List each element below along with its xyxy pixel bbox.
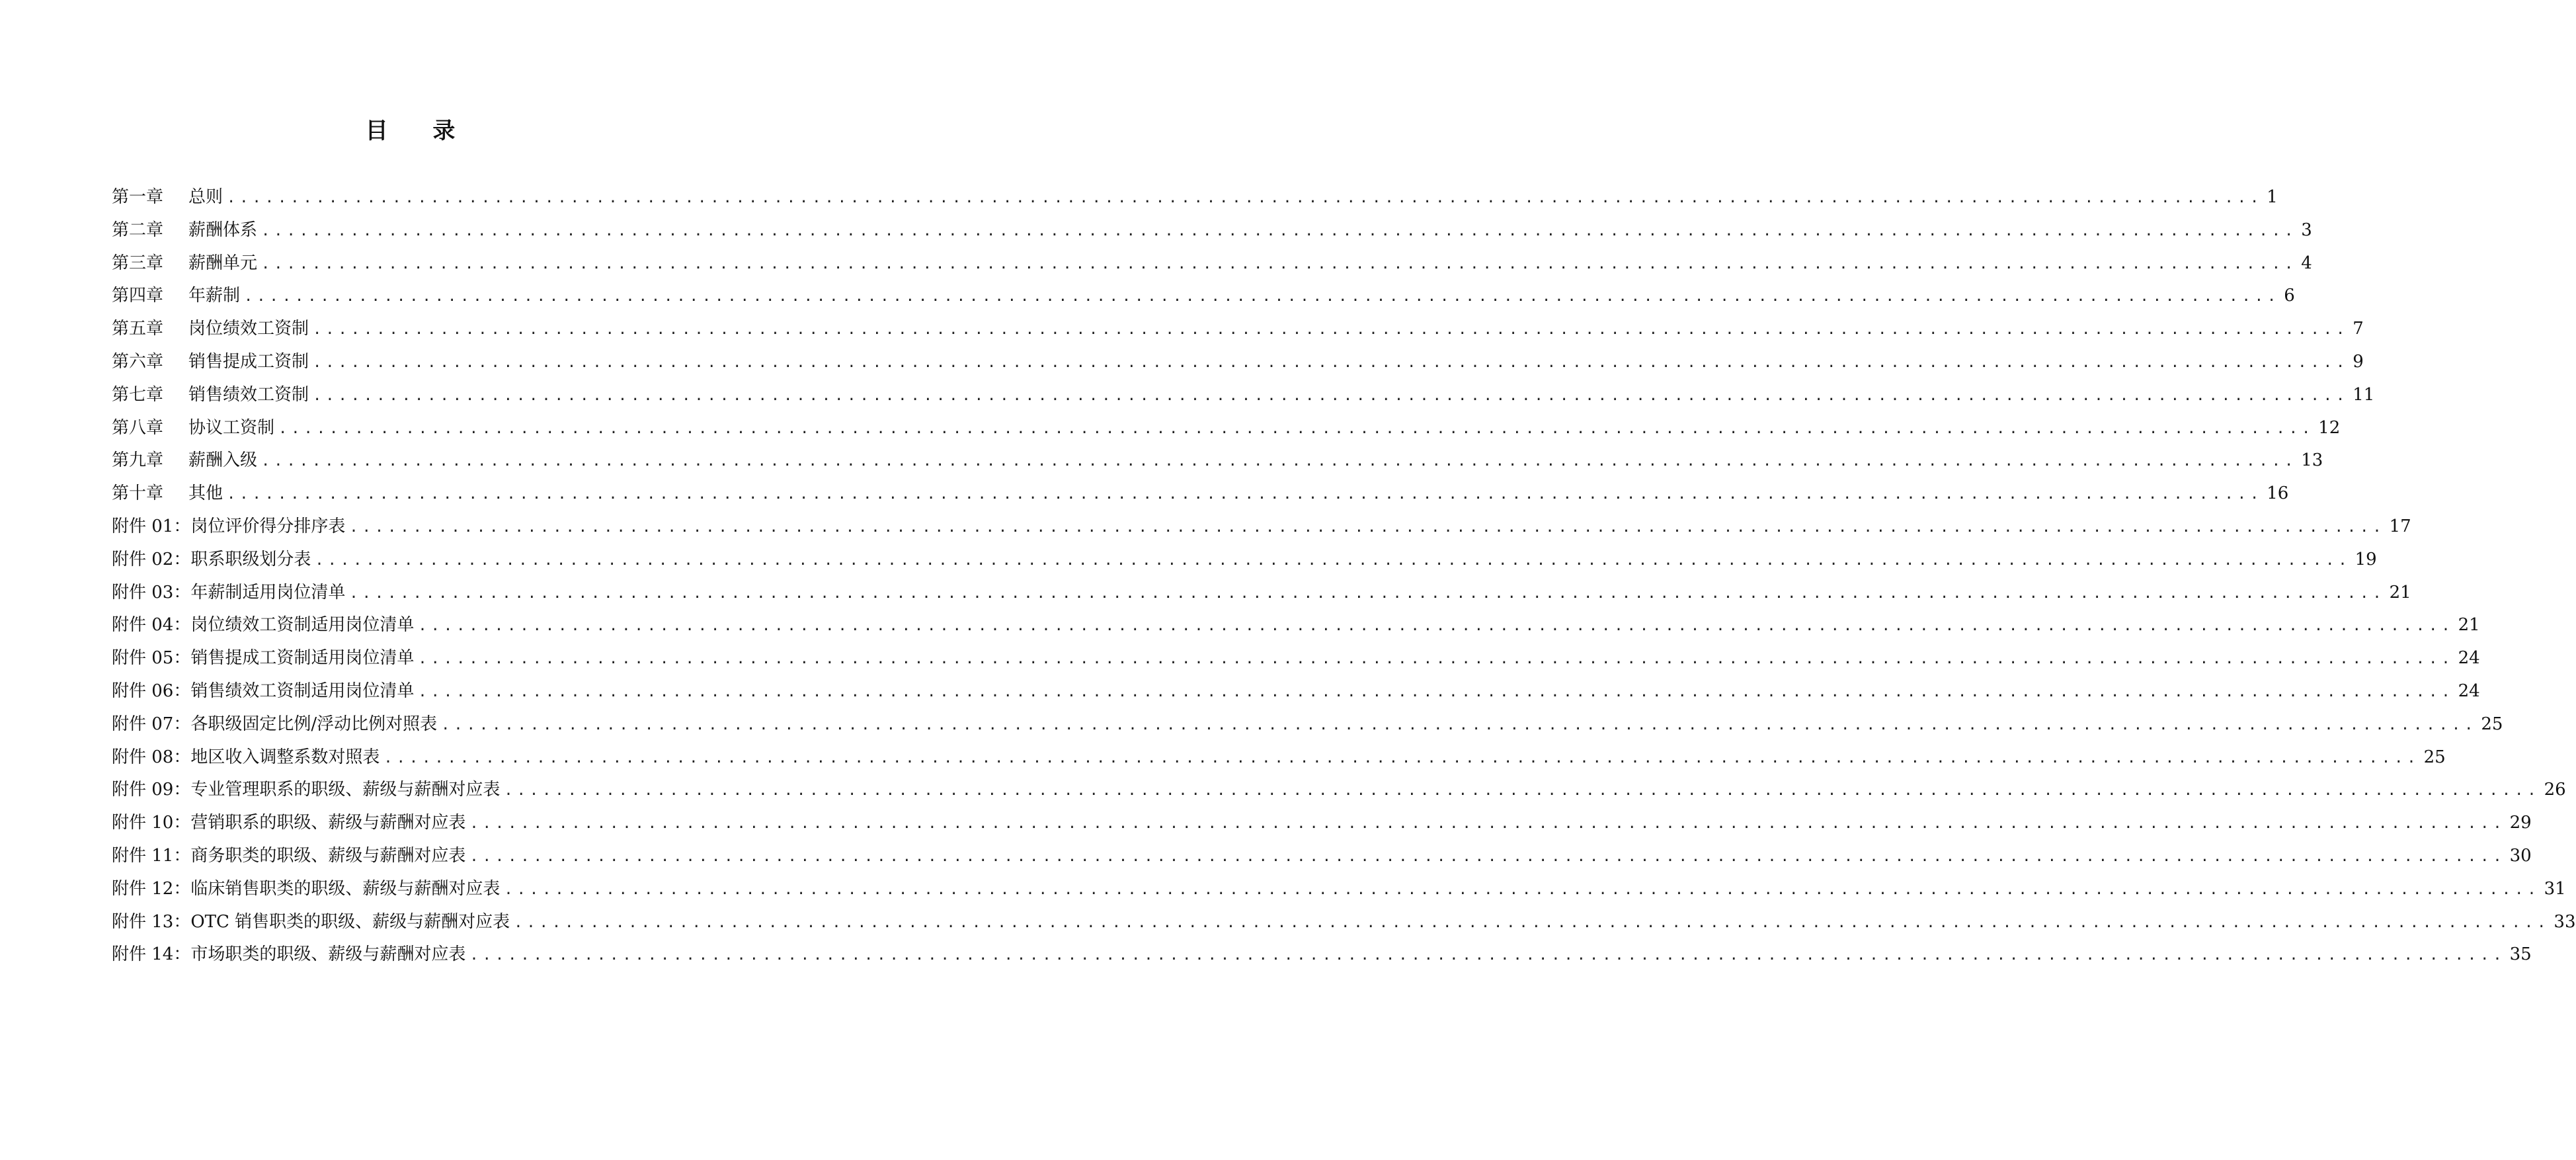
toc-dot-leader: ................................................................................................................................................................: [469, 947, 2506, 964]
toc-entry[interactable]: [112, 909, 2576, 942]
toc-dot-leader: ................................................................................................................................................................: [441, 716, 2477, 733]
toc-entry-number: 附件 03：: [112, 582, 191, 602]
toc-page-number: 25: [2481, 714, 2503, 734]
toc-entry-number: 附件 04：: [112, 615, 191, 636]
toc-entry[interactable]: [112, 645, 2480, 678]
toc-entry-number: 第四章: [112, 286, 164, 306]
toc-page-number: 21: [2389, 582, 2411, 602]
toc-dot-leader: ................................................................................................................................................................: [504, 881, 2540, 898]
toc-page-number: 25: [2423, 747, 2446, 767]
toc-entry-title: 临床销售职类的职级、薪级与薪酬对应表: [190, 878, 501, 899]
toc-page-number: 17: [2389, 516, 2411, 536]
toc-entry[interactable]: [112, 217, 2312, 250]
toc-page-number: 26: [2544, 780, 2566, 800]
toc-page-number: 13: [2301, 450, 2323, 471]
toc-entry-number: 第十章: [112, 483, 164, 504]
toc-entry[interactable]: [112, 843, 2532, 876]
toc-entry-number: 第八章: [112, 417, 164, 438]
toc-entry[interactable]: [112, 809, 2532, 843]
toc-dot-leader: ................................................................................................................................................................: [469, 848, 2506, 865]
toc-dot-leader: ................................................................................................................................................................: [349, 518, 2386, 536]
toc-entry-number: 附件 07：: [112, 714, 191, 734]
toc-entry-number: 第九章: [112, 450, 164, 471]
toc-entry-title: 年薪制适用岗位清单: [190, 582, 346, 602]
toc-dot-leader: ................................................................................................................................................................: [244, 288, 2280, 306]
toc-dot-leader: ................................................................................................................................................................: [261, 222, 2298, 239]
toc-entry[interactable]: [112, 776, 2566, 809]
toc-dot-leader: ................................................................................................................................................................: [504, 782, 2540, 800]
toc-entry-title: 市场职类的职级、薪级与薪酬对应表: [190, 944, 466, 965]
toc-entry-number: 附件 10：: [112, 813, 191, 833]
toc-entry[interactable]: [112, 678, 2480, 711]
toc-dot-leader: ................................................................................................................................................................: [383, 749, 2420, 766]
toc-dot-leader: ................................................................................................................................................................: [261, 255, 2298, 272]
toc-entry-number: 附件 09：: [112, 780, 191, 800]
toc-entry[interactable]: [112, 941, 2532, 974]
toc-page-number: 4: [2301, 253, 2312, 273]
toc-dot-leader: ................................................................................................................................................................: [261, 453, 2298, 470]
toc-dot-leader: ................................................................................................................................................................: [418, 651, 2454, 668]
toc-entry[interactable]: [112, 250, 2312, 283]
toc-entry[interactable]: [112, 382, 2375, 415]
toc-dot-leader: ................................................................................................................................................................: [418, 683, 2454, 700]
toc-entry-number: 第三章: [112, 253, 164, 273]
toc-page-number: 24: [2458, 681, 2480, 701]
toc-page-number: 7: [2353, 319, 2364, 339]
toc-entry-title: 销售绩效工资制: [188, 384, 309, 405]
toc-entry-number: 第一章: [112, 187, 164, 207]
toc-entry[interactable]: [112, 513, 2411, 546]
toc-entry-title: 薪酬单元: [188, 253, 258, 273]
toc-entry-number: 附件 11：: [112, 845, 191, 866]
toc-entry-number: 第七章: [112, 384, 164, 405]
toc-page-number: 1: [2267, 187, 2278, 207]
toc-entry-title: 职系职级划分表: [190, 549, 311, 569]
toc-entry-title: 岗位绩效工资制: [188, 319, 309, 339]
toc-page-number: 3: [2301, 220, 2312, 240]
toc-entry[interactable]: [112, 546, 2377, 579]
toc-page-number: 24: [2458, 648, 2480, 669]
toc-entry-title: 薪酬入级: [188, 450, 258, 471]
toc-entry-title: 岗位绩效工资制适用岗位清单: [190, 615, 415, 636]
toc-entry-title: OTC 销售职类的职级、薪级与薪酬对应表: [190, 911, 510, 932]
toc-entry-title: 销售提成工资制适用岗位清单: [190, 648, 415, 669]
toc-entry-title: 地区收入调整系数对照表: [190, 747, 380, 767]
toc-entry-title: 营销职系的职级、薪级与薪酬对应表: [190, 813, 466, 833]
toc-entry[interactable]: [112, 184, 2278, 217]
toc-dot-leader: ................................................................................................................................................................: [313, 321, 2349, 339]
toc-entry-number: 第五章: [112, 319, 164, 339]
toc-dot-leader: ................................................................................................................................................................: [514, 914, 2550, 931]
toc-entry[interactable]: [112, 415, 2341, 448]
toc-entry-number: 附件 01：: [112, 516, 191, 536]
toc-page-number: 30: [2509, 845, 2532, 866]
toc-page-number: 6: [2284, 286, 2295, 306]
toc-dot-leader: ................................................................................................................................................................: [227, 190, 2263, 206]
toc-page-number: 9: [2353, 351, 2364, 372]
toc-page-number: 33: [2554, 911, 2576, 932]
toc-entry-number: 附件 08：: [112, 747, 191, 767]
toc-entry-title: 岗位评价得分排序表: [190, 516, 346, 536]
toc-entry[interactable]: [112, 480, 2289, 513]
toc-page-number: 35: [2509, 944, 2532, 965]
toc-entry-title: 其他: [188, 483, 223, 504]
toc-entry[interactable]: [112, 711, 2503, 744]
toc-entry-title: 专业管理职系的职级、薪级与薪酬对应表: [190, 780, 501, 800]
toc-page-number: 19: [2355, 549, 2377, 569]
toc-entry[interactable]: [112, 282, 2295, 315]
toc-entry-title: 销售提成工资制: [188, 351, 309, 372]
toc-entry-title: 总则: [188, 187, 223, 207]
toc-entry-number: 附件 12：: [112, 878, 191, 899]
toc-entry-title: 薪酬体系: [188, 220, 258, 240]
toc-entry-number: 第六章: [112, 351, 164, 372]
toc-dot-leader: ................................................................................................................................................................: [313, 387, 2349, 404]
toc-dot-leader: ................................................................................................................................................................: [227, 486, 2263, 503]
toc-entry-title: 年薪制: [188, 286, 241, 306]
toc-dot-leader: ................................................................................................................................................................: [315, 552, 2351, 569]
toc-dot-leader: ................................................................................................................................................................: [278, 420, 2315, 437]
table-of-contents: [112, 184, 2576, 974]
toc-entry[interactable]: [112, 315, 2364, 349]
toc-entry-title: 协议工资制: [188, 417, 275, 438]
toc-dot-leader: ................................................................................................................................................................: [313, 354, 2349, 371]
toc-page-number: 11: [2353, 384, 2375, 405]
toc-entry-number: 附件 13：: [112, 911, 191, 932]
toc-dot-leader: ................................................................................................................................................................: [349, 585, 2386, 602]
toc-entry-number: 附件 06：: [112, 681, 191, 701]
toc-dot-leader: ................................................................................................................................................................: [469, 815, 2506, 833]
toc-entry[interactable]: [112, 447, 2323, 480]
toc-page-number: 16: [2267, 483, 2289, 504]
toc-entry[interactable]: [112, 612, 2480, 645]
toc-entry[interactable]: [112, 579, 2411, 612]
toc-entry-number: 附件 14：: [112, 944, 191, 965]
toc-entry-title: 各职级固定比例/浮动比例对照表: [190, 714, 438, 734]
toc-page-number: 29: [2509, 813, 2532, 833]
toc-entry-number: 第二章: [112, 220, 164, 240]
page-title: 目 录: [365, 118, 474, 144]
toc-entry-number: 附件 02：: [112, 549, 191, 569]
toc-entry[interactable]: [112, 744, 2446, 777]
toc-page-number: 12: [2318, 417, 2341, 438]
toc-dot-leader: ................................................................................................................................................................: [418, 618, 2454, 635]
toc-entry[interactable]: [112, 349, 2364, 382]
toc-entry-title: 商务职类的职级、薪级与薪酬对应表: [190, 845, 466, 866]
toc-page-number: 21: [2458, 615, 2480, 636]
toc-entry-number: 附件 05：: [112, 648, 191, 669]
toc-entry[interactable]: [112, 876, 2566, 909]
toc-page-number: 31: [2544, 878, 2566, 899]
toc-entry-title: 销售绩效工资制适用岗位清单: [190, 681, 415, 701]
